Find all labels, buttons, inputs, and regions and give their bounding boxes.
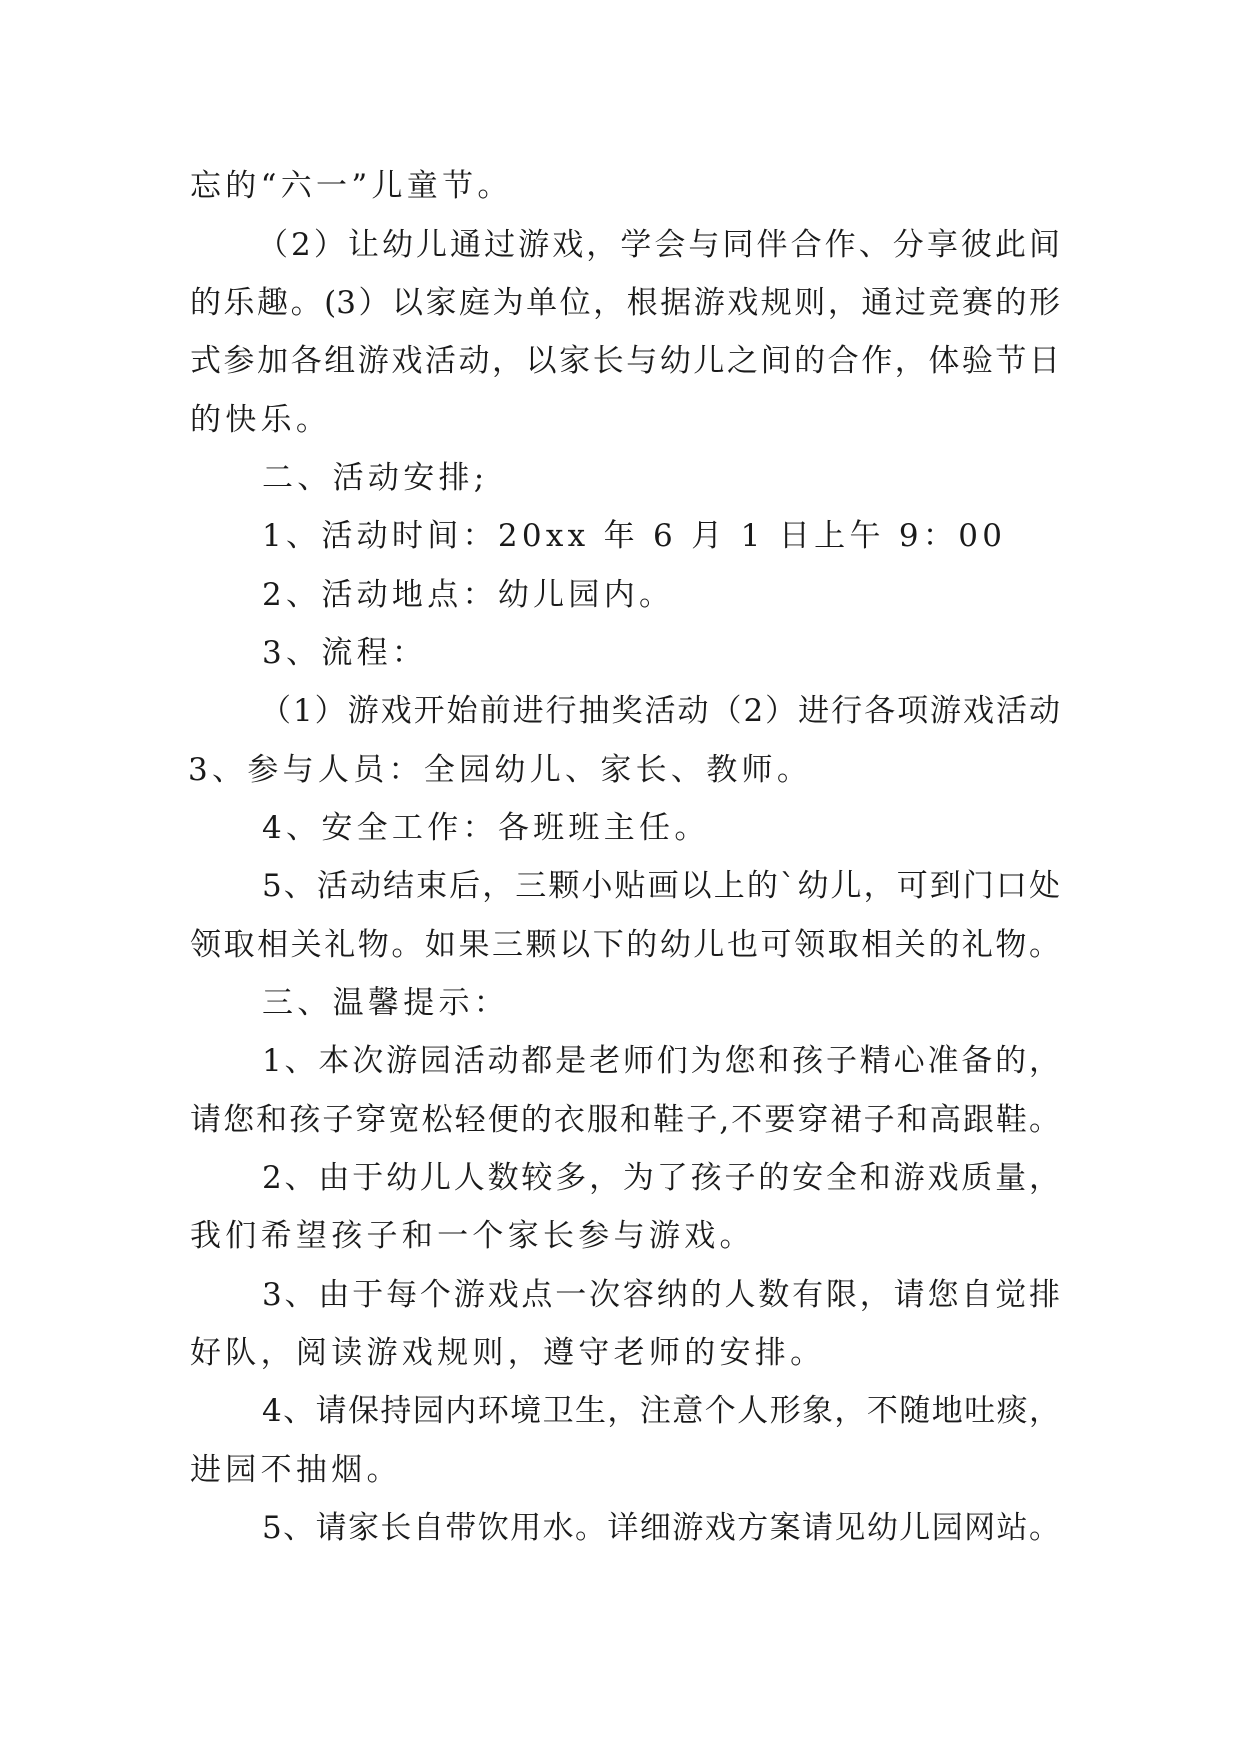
paragraph-line: 进园不抽烟。: [190, 1452, 402, 1488]
paragraph-line: 的乐趣。(3）以家庭为单位，根据游戏规则，通过竞赛的形: [190, 285, 1060, 321]
paragraph-line: 式参加各组游戏活动，以家长与幼儿之间的合作，体验节日: [190, 343, 1060, 379]
paragraph-line: 好队，阅读游戏规则，遵守老师的安排。: [190, 1335, 826, 1371]
paragraph-line: （2）让幼儿通过游戏，学会与同伴合作、分享彼此间: [257, 227, 1060, 263]
list-item: 4、请保持园内环境卫生，注意个人形象，不随地吐痰，: [262, 1393, 1060, 1429]
paragraph-line: 请您和孩子穿宽松轻便的衣服和鞋子,不要穿裙子和高跟鞋。: [190, 1102, 1060, 1138]
paragraph-line: 忘的“六一”儿童节。: [190, 168, 513, 204]
paragraph-line: 我们希望孩子和一个家长参与游戏。: [190, 1218, 755, 1254]
list-item: 3、流程：: [262, 635, 428, 671]
list-item: 2、活动地点：幼儿园内。: [262, 577, 675, 613]
list-item: 5、请家长自带饮用水。详细游戏方案请见幼儿园网站。: [262, 1510, 1060, 1546]
list-item: 2、由于幼儿人数较多，为了孩子的安全和游戏质量，: [262, 1160, 1060, 1196]
list-item: 5、活动结束后，三颗小贴画以上的`幼儿，可到门口处: [262, 868, 1060, 904]
paragraph-line: 的快乐。: [190, 402, 332, 438]
paragraph-line: 领取相关礼物。如果三颗以下的幼儿也可领取相关的礼物。: [190, 927, 1060, 963]
section-heading: 三、温馨提示：: [262, 985, 510, 1021]
list-item: 3、由于每个游戏点一次容纳的人数有限，请您自觉排: [262, 1277, 1060, 1313]
list-item: 3、参与人员：全园幼儿、家长、教师。: [188, 752, 813, 788]
list-item: （1）游戏开始前进行抽奖活动（2）进行各项游戏活动: [260, 693, 1060, 729]
list-item: 1、活动时间：20xx 年 6 月 1 日上午 9：00: [262, 518, 1007, 554]
list-item: 1、本次游园活动都是老师们为您和孩子精心准备的，: [262, 1043, 1060, 1079]
list-item: 4、安全工作：各班班主任。: [262, 810, 710, 846]
section-heading: 二、活动安排;: [262, 460, 489, 496]
